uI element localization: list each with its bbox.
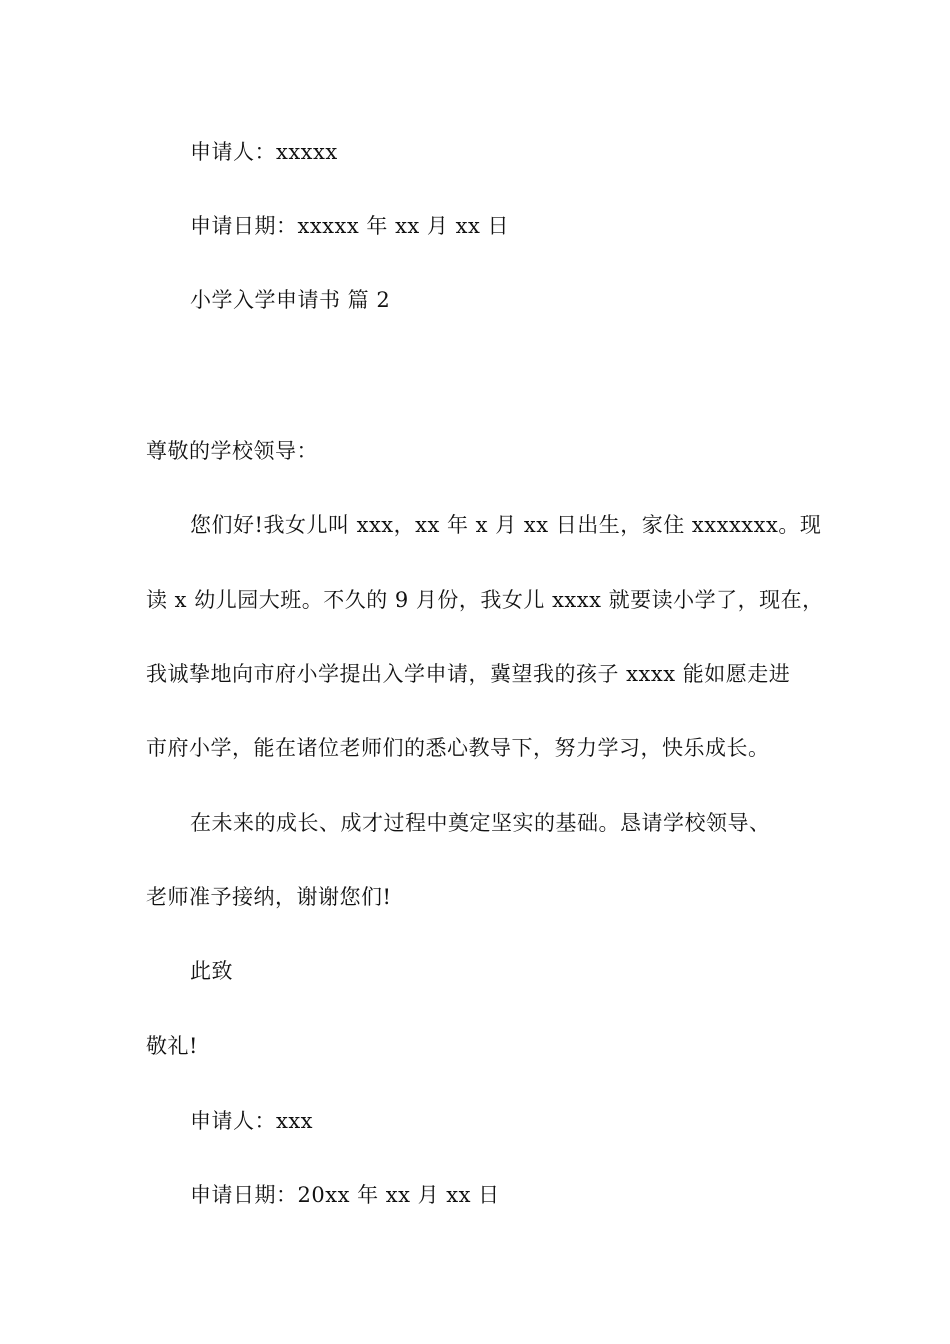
body-line-2: 读 x 幼儿园大班。不久的 9 月份，我女儿 xxxx 就要读小学了，现在， bbox=[146, 588, 824, 612]
body-line-3: 我诚挚地向市府小学提出入学申请，冀望我的孩子 xxxx 能如愿走进 bbox=[146, 662, 791, 686]
applicant-line-2: 申请人：xxx bbox=[190, 1109, 314, 1133]
applicant-line-1: 申请人：xxxxx bbox=[190, 140, 338, 164]
body-line-5: 在未来的成长、成才过程中奠定坚实的基础。恳请学校领导、 bbox=[190, 811, 771, 835]
body-line-4: 市府小学，能在诸位老师们的悉心教导下，努力学习，快乐成长。 bbox=[146, 736, 770, 760]
body-line-1: 您们好!我女儿叫 xxx，xx 年 x 月 xx 日出生，家住 xxxxxxx。现 bbox=[190, 513, 822, 537]
salutation: 尊敬的学校领导： bbox=[146, 439, 318, 463]
closing-line-1: 此致 bbox=[190, 959, 233, 983]
application-date-line-2: 申请日期：20xx 年 xx 月 xx 日 bbox=[190, 1183, 500, 1207]
section-title: 小学入学申请书 篇 2 bbox=[190, 288, 391, 312]
application-date-line-1: 申请日期：xxxxx 年 xx 月 xx 日 bbox=[190, 214, 509, 238]
closing-line-2: 敬礼! bbox=[146, 1034, 198, 1058]
body-line-6: 老师准予接纳，谢谢您们! bbox=[146, 885, 392, 909]
